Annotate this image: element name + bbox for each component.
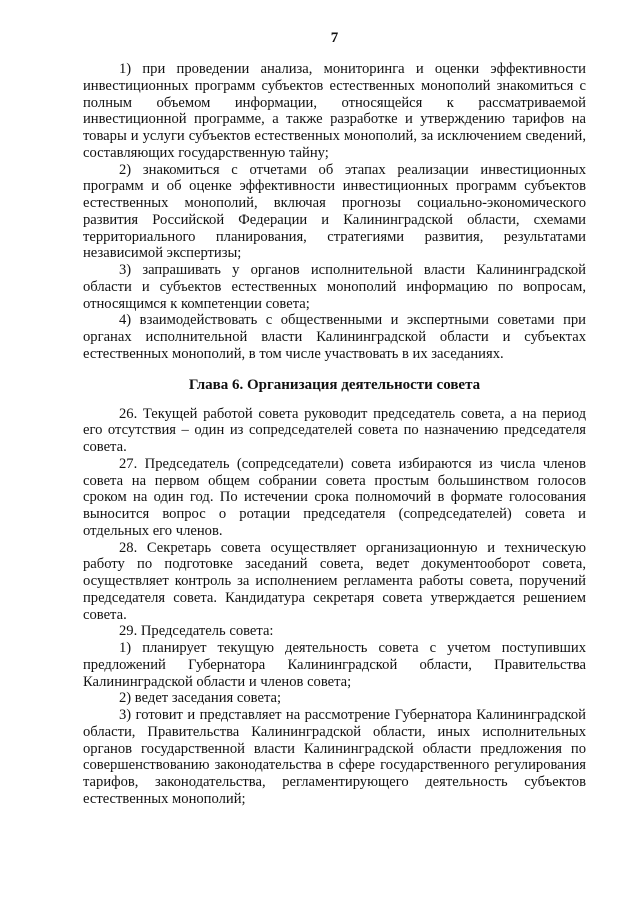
paragraph-right-2: 2) знакомиться с отчетами об этапах реализации инвестиционных программ и об оценке эффективности инвестиционных программ субъектов естественных монополий, включая прогнозы социально-экономического развития Российской Федерации и Калининградской области, схемами территориального планирования, стратегиями развития, результатами независимой экспертизы; — [83, 161, 586, 262]
paragraph-29: 29. Председатель совета: — [119, 623, 274, 640]
chapter-title: Глава 6. Организация деятельности совета — [188, 376, 481, 393]
paragraph-29-item-3: 3) готовит и представляет на рассмотрение Губернатора Калининградской области, Правительства Калининградской области, иных исполнительных органов государственной власти Калининградской области предложения по совершенствованию законодательства в сфере государственного регулирования тарифов, законодательства, регламентирующего деятельность субъектов естественных монополий; — [83, 707, 586, 807]
paragraph-right-3: 3) запрашивать у органов исполнительной власти Калининградской области и субъектов естественных монополий информацию по вопросам, относящимся к компетенции совета; — [83, 262, 586, 312]
document-page — [83, 30, 586, 808]
paragraph-27: 27. Председатель (сопредседатели) совета избираются из числа членов совета на первом общем собрании совета простым большинством голосов сроком на один год. По истечении срока полномочий в формате голосования выносится вопрос о ротации председателя (сопредседателей) совета и отдельных его членов. — [83, 455, 586, 539]
paragraph-29-item-1: 1) планирует текущую деятельность совета с учетом поступивших предложений Губернатора Калининградской области, Правительства Калининградской области и членов совета; — [83, 640, 586, 690]
paragraph-26: 26. Текущей работой совета руководит председатель совета, а на период его отсутствия – один из сопредседателей совета по назначению председателя совета. — [83, 405, 586, 455]
paragraph-right-1: 1) при проведении анализа, мониторинга и оценки эффективности инвестиционных программ субъектов естественных монополий знакомиться с полным объемом информации, относящейся к рассматриваемой инвестиционной программе, а также разработке и утверждению тарифов на товары и услуги субъектов естественных монополий, за исключением сведений, составляющих государственную тайну; — [83, 61, 586, 161]
paragraph-29-item-2: 2) ведет заседания совета; — [119, 690, 282, 707]
page-number: 7 — [330, 30, 339, 46]
paragraph-right-4: 4) взаимодействовать с общественными и экспертными советами при органах исполнительной власти Калининградской области и субъектах естественных монополий, в том числе участвовать в их заседаниях. — [83, 312, 586, 362]
paragraph-28: 28. Секретарь совета осуществляет организационную и техническую работу по подготовке заседаний совета, ведет документооборот совета, осуществляет контроль за исполнением регламента работы совета, поручений председателя совета. Кандидатура секретаря совета утверждается решением совета. — [83, 539, 586, 623]
